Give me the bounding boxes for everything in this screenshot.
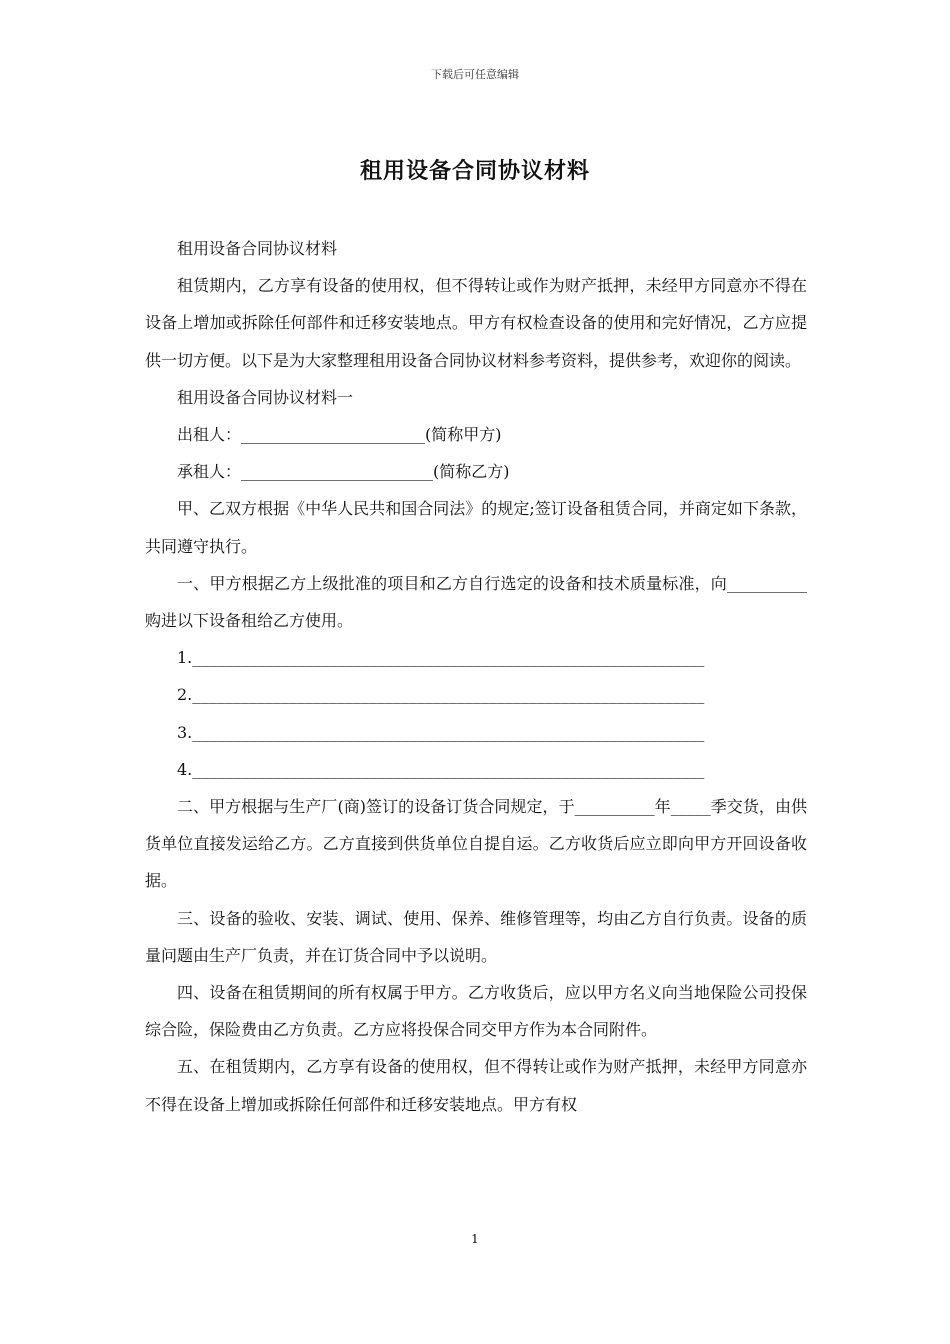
lessee-line: 承租人：________________________(简称乙方) — [177, 462, 510, 482]
document-title: 租用设备合同协议材料 — [359, 158, 590, 184]
paragraph: 四、设备在租赁期间的所有权属于甲方。乙方收货后，应以甲方名义向当地保险公司投保综合险，保险费由乙方负责。乙方应将投保合同交甲方作为本合同附件。 — [145, 983, 807, 1040]
equipment-line-4: 4.________________________________________________________________ — [177, 759, 705, 779]
equipment-line-2: 2.________________________________________________________________ — [177, 685, 705, 705]
equipment-line-3: 3.________________________________________________________________ — [177, 722, 705, 742]
document-body — [145, 230, 807, 1123]
lessor-line: 出租人：_______________________(简称甲方) — [177, 425, 502, 445]
paragraph: 租赁期内，乙方享有设备的使用权，但不得转让或作为财产抵押，未经甲方同意亦不得在设备上增加或拆除任何部件和迁移安装地点。甲方有权检查设备的使用和完好情况，乙方应提供一切方便。以下是为大家整理租用设备合同协议材料参考资料，提供参考，欢迎你的阅读。 — [145, 276, 807, 370]
paragraph: 租用设备合同协议材料 — [177, 239, 338, 258]
equipment-line-1: 1.________________________________________________________________ — [177, 648, 705, 668]
paragraph: 五、在租赁期内，乙方享有设备的使用权，但不得转让或作为财产抵押，未经甲方同意亦不得在设备上增加或拆除任何部件和迁移安装地点。甲方有权 — [145, 1057, 807, 1114]
paragraph: 租用设备合同协议材料一 — [177, 387, 354, 407]
paragraph: 三、设备的验收、安装、调试、使用、保养、维修管理等，均由乙方自行负责。设备的质量问题由生产厂负责，并在订货合同中予以说明。 — [145, 908, 807, 965]
paragraph: 二、甲方根据与生产厂(商)签订的设备订货合同规定，于__________年_____季交货，由供货单位直接发运给乙方。乙方直接到供货单位自提自运。乙方收货后应立即向甲方开回设备收据。 — [145, 797, 807, 891]
paragraph: 甲、乙双方根据《中华人民共和国合同法》的规定;签订设备租赁合同，并商定如下条款，共同遵守执行。 — [145, 499, 807, 556]
page-number: 1 — [471, 1232, 479, 1246]
paragraph: 一、甲方根据乙方上级批准的项目和乙方自行选定的设备和技术质量标准，向__________购进以下设备租给乙方使用。 — [145, 573, 807, 631]
page-header: 下载后可任意编辑 — [431, 68, 519, 81]
